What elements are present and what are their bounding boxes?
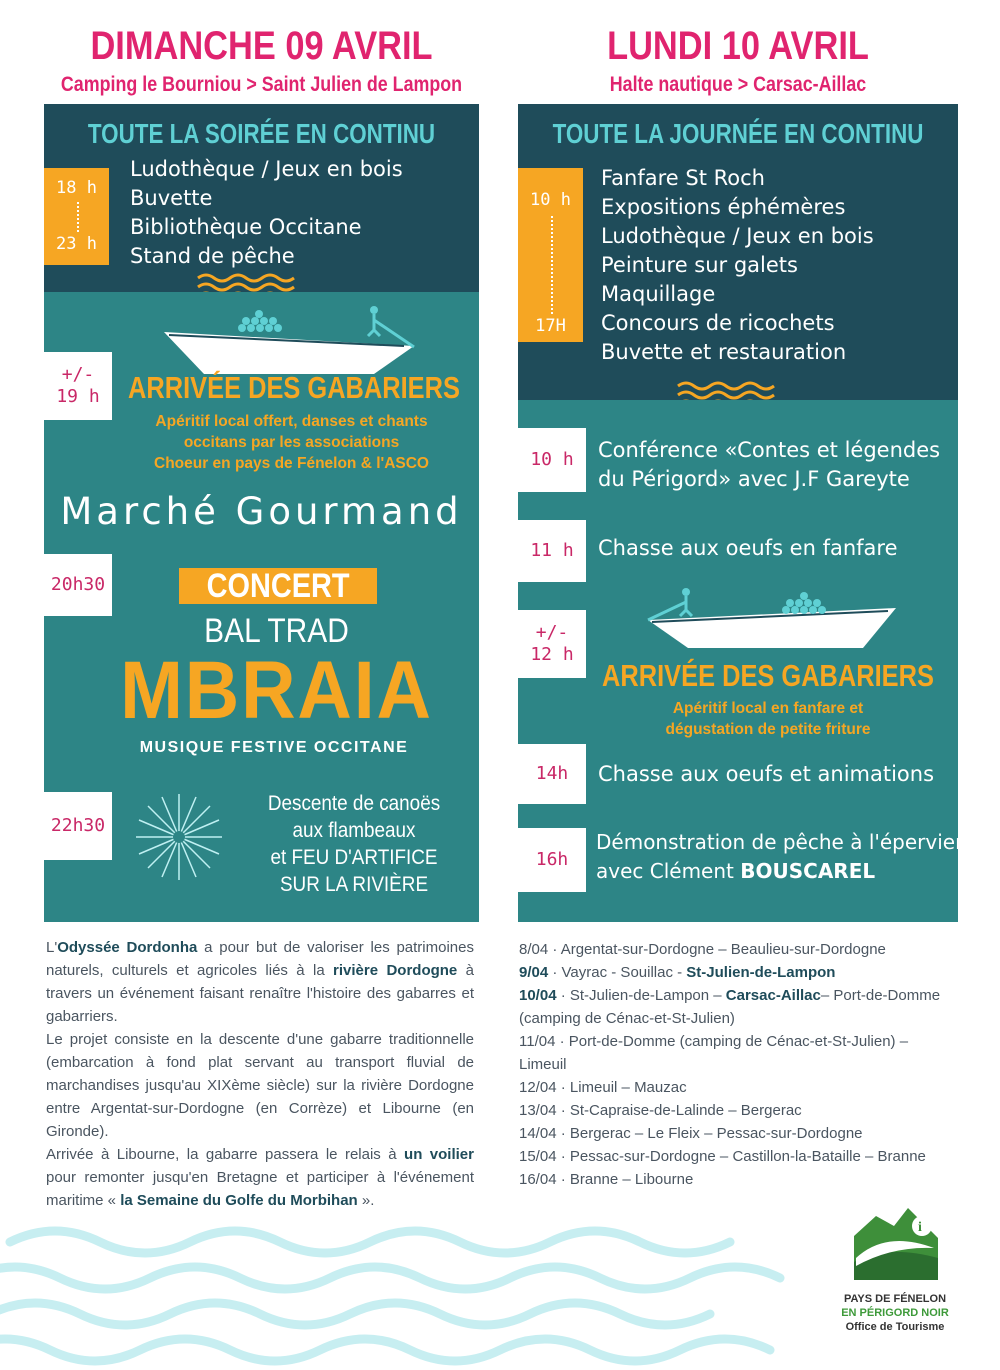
arrival-note: Apéritif local offert, danses et chants occitans par les associations Choeur en pays de Fénelon & l'ASCO — [154, 413, 429, 472]
text: ». — [357, 1192, 375, 1209]
list-item: 11/04 · Port-de-Domme (camping de Cénac-et-St-Julien) – Limeuil — [519, 1033, 909, 1073]
band-genre: MUSIQUE FESTIVE OCCITANE — [139, 739, 409, 756]
gabarre-boat-icon — [638, 586, 903, 661]
text-bold: St-Julien-de-Lampon — [686, 964, 836, 981]
logo-line: EN PÉRIGORD NOIR — [841, 1307, 949, 1319]
list-item: Ludothèque / Jeux en bois — [130, 157, 403, 181]
band-name: MBRAIA — [120, 645, 433, 736]
day-2-title: LUNDI 10 AVRIL — [607, 24, 869, 68]
event-text-line — [596, 857, 963, 886]
activity-list — [130, 155, 403, 271]
description-paragraph-3 — [46, 1143, 474, 1212]
list-item: Buvette — [130, 186, 213, 210]
time-end: 17H — [535, 316, 566, 336]
logo-icon — [846, 1200, 946, 1288]
text: · St-Julien-de-Lampon – — [556, 987, 726, 1004]
text-bold: la Semaine du Golfe du Morbihan — [120, 1192, 358, 1209]
event-text-line: Démonstration de pêche à l'épervier — [596, 830, 964, 854]
list-item: 12/04 · Limeuil – Mauzac — [519, 1079, 687, 1096]
text-bold: un voilier — [404, 1146, 474, 1163]
arrival-note: Apéritif local en fanfare et dégustation de petite friture — [665, 700, 871, 738]
time-start: 10 h — [530, 190, 571, 210]
arrival-title: ARRIVÉE DES GABARIERS — [602, 658, 934, 693]
text: Arrivée à Libourne, la gabarre passera le relais à — [46, 1146, 405, 1163]
logo-caption — [830, 1292, 960, 1334]
day-activities-panel — [518, 104, 958, 400]
event-text — [596, 828, 963, 886]
time-divider — [77, 202, 79, 232]
text: à travers un événement faisant renaître l'histoire des gabarres et gabarriers. — [46, 962, 474, 1025]
list-item: Buvette et restauration — [601, 340, 847, 364]
list-item: Concours de ricochets — [601, 311, 835, 335]
fireworks-icon — [134, 792, 224, 887]
svg-text:i: i — [918, 1220, 922, 1235]
event-time-badge: 14h — [518, 744, 586, 804]
time-end: 23 h — [56, 234, 97, 254]
day-1-title: DIMANCHE 09 AVRIL — [90, 24, 433, 68]
time-start: 18 h — [56, 178, 97, 198]
logo-line: PAYS DE FÉNELON — [843, 1293, 947, 1305]
time-range-badge — [518, 168, 583, 342]
evening-activities-panel — [44, 104, 479, 292]
list-item: 15/04 · Pessac-sur-Dordogne – Castillon-la-Bataille – Branne — [519, 1148, 926, 1165]
list-item: Maquillage — [601, 282, 716, 306]
activity-list — [601, 164, 874, 367]
fireworks-text: Descente de canoës aux flambeaux et FEU D'ARTIFICE SUR LA RIVIÈRE — [267, 792, 441, 896]
list-item: 14/04 · Bergerac – Le Fleix – Pessac-sur-Dordogne — [519, 1125, 863, 1142]
tourism-office-logo — [840, 1200, 950, 1333]
text: L' — [46, 939, 58, 956]
list-item: Ludothèque / Jeux en bois — [601, 224, 874, 248]
text: a pour but de valoriser les patrimoines naturels, culturels et agricoles liés à la — [46, 939, 474, 979]
list-item — [519, 961, 959, 984]
band-title: TOUTE LA SOIRÉE EN CONTINU — [87, 118, 436, 149]
text: pour remonter jusqu'en Bretagne et participer à l'événement maritime « — [46, 1169, 474, 1209]
itinerary-list — [519, 938, 959, 1191]
text-bold: 9/04 — [519, 964, 549, 981]
description-paragraph-1 — [46, 936, 474, 1028]
band-title: TOUTE LA JOURNÉE EN CONTINU — [552, 118, 924, 149]
event-time-badge: 16h — [518, 828, 586, 892]
event-time-badge: 11 h — [518, 520, 586, 582]
text-bold: rivière Dordogne — [333, 962, 458, 979]
event-text: Chasse aux oeufs en fanfare — [598, 536, 898, 560]
list-item — [519, 984, 959, 1030]
list-item: Expositions éphémères — [601, 195, 846, 219]
evening-program-panel — [44, 292, 479, 922]
day-program-panel — [518, 400, 964, 922]
concert-label — [179, 568, 377, 604]
text: · Vayrac - Souillac - — [548, 964, 687, 981]
decorative-waves — [0, 1222, 830, 1370]
text-bold: Carsac-Aillac — [725, 987, 821, 1004]
description-paragraph-2: Le projet consiste en la descente d'une gabarre traditionnelle (embarcation à fond plat servant au transport fluvial de marchandises jusqu'au XIXème siècle) sur la rivière Dordogne entre Argentat-sur-Dordogne (en Corrèze) et Libourne (en Gironde). — [46, 1031, 474, 1140]
time-divider — [551, 216, 553, 314]
event-text-part: avec Clément — [596, 859, 741, 883]
list-item: Bibliothèque Occitane — [130, 215, 362, 239]
arrival-title: ARRIVÉE DES GABARIERS — [128, 370, 460, 405]
text-bold: 10/04 — [519, 987, 557, 1004]
list-item: Stand de pêche — [130, 244, 295, 268]
event-text: Chasse aux oeufs et animations — [598, 762, 935, 786]
text-bold: Odyssée Dordonha — [57, 939, 198, 956]
time-range-badge — [44, 168, 109, 265]
concert-time-badge: 20h30 — [44, 554, 112, 616]
list-item: 13/04 · St-Capraise-de-Lalinde – Bergerac — [519, 1102, 802, 1119]
text: – Port-de-Domme (camping de Cénac-et-St-Julien) — [519, 987, 941, 1027]
list-item: Peinture sur galets — [601, 253, 798, 277]
day-2-route: Halte nautique > Carsac-Aillac — [609, 73, 867, 96]
event-time-badge: 10 h — [518, 428, 586, 492]
concert-label-text: CONCERT — [206, 567, 350, 605]
event-text-bold: BOUSCAREL — [740, 859, 876, 883]
bal-trad-title: BAL TRAD — [204, 612, 349, 650]
day-1-route: Camping le Bourniou > Saint Julien de Lampon — [60, 73, 463, 96]
marche-gourmand-title: Marché Gourmand — [60, 490, 463, 533]
logo-line: Office de Tourisme — [845, 1321, 945, 1333]
list-item: 16/04 · Branne – Libourne — [519, 1171, 694, 1188]
list-item: 8/04 · Argentat-sur-Dordogne – Beaulieu-sur-Dordogne — [519, 941, 886, 958]
event-text: Conférence «Contes et légendes du Périgord» avec J.F Gareyte — [598, 438, 941, 491]
arrival-time-badge: +/- 19 h — [44, 352, 112, 420]
fireworks-time-badge: 22h30 — [44, 792, 112, 860]
arrival-time-badge: +/- 12 h — [518, 610, 586, 678]
list-item: Fanfare St Roch — [601, 166, 765, 190]
